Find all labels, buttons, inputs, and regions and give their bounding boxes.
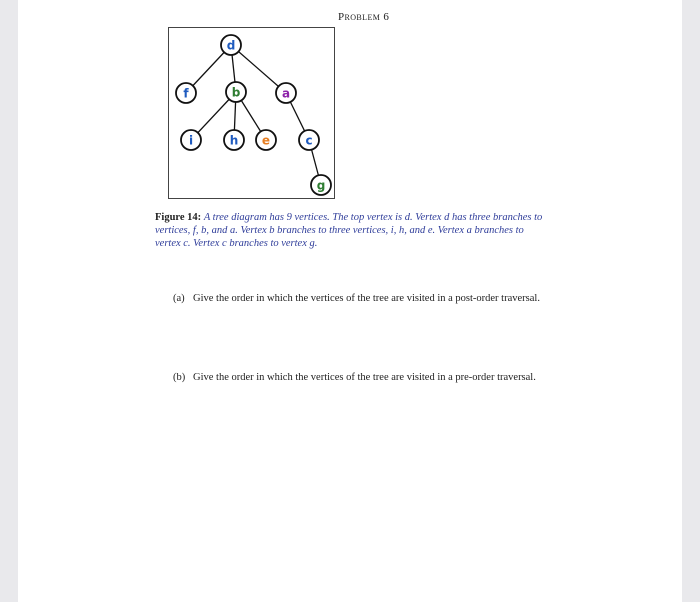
node-d-label: d — [226, 38, 236, 53]
tree-diagram — [168, 27, 335, 199]
figure-caption — [155, 211, 550, 250]
document-page — [18, 0, 682, 602]
question-b-text: Give the order in which the vertices of the tree are visited in a pre-order traversal. — [193, 372, 536, 383]
question-a-marker: (a) — [173, 293, 185, 304]
node-c — [299, 130, 319, 150]
node-h-label: h — [229, 133, 239, 148]
node-h — [224, 130, 244, 150]
question-a — [173, 292, 553, 305]
problem-title: Problem 6 — [338, 11, 390, 23]
node-f — [176, 83, 196, 103]
node-g-label: g — [316, 178, 326, 193]
node-g — [311, 175, 331, 195]
tree-svg — [169, 28, 336, 200]
question-b-marker: (b) — [173, 372, 186, 383]
node-i — [181, 130, 201, 150]
node-c-label: c — [305, 133, 313, 148]
node-a — [276, 83, 296, 103]
caption-text: A tree diagram has 9 vertices. The top vertex is d. Vertex d has three branches to vertices, f, b, and a. Vertex b branches to three vertices, i, h, and e. Vertex a branches to vertex c. Vertex c branches to vertex g. — [155, 212, 543, 249]
node-f-label: f — [183, 86, 189, 101]
node-e — [256, 130, 276, 150]
node-d — [221, 35, 241, 55]
question-b — [173, 371, 553, 384]
question-a-text: Give the order in which the vertices of the tree are visited in a post-order traversal. — [193, 293, 540, 304]
node-a-label: a — [281, 86, 291, 101]
node-b-label: b — [231, 85, 241, 100]
caption-label: Figure 14: — [155, 212, 202, 223]
node-b — [226, 82, 246, 102]
node-e-label: e — [261, 133, 271, 148]
node-i-label: i — [188, 133, 194, 148]
